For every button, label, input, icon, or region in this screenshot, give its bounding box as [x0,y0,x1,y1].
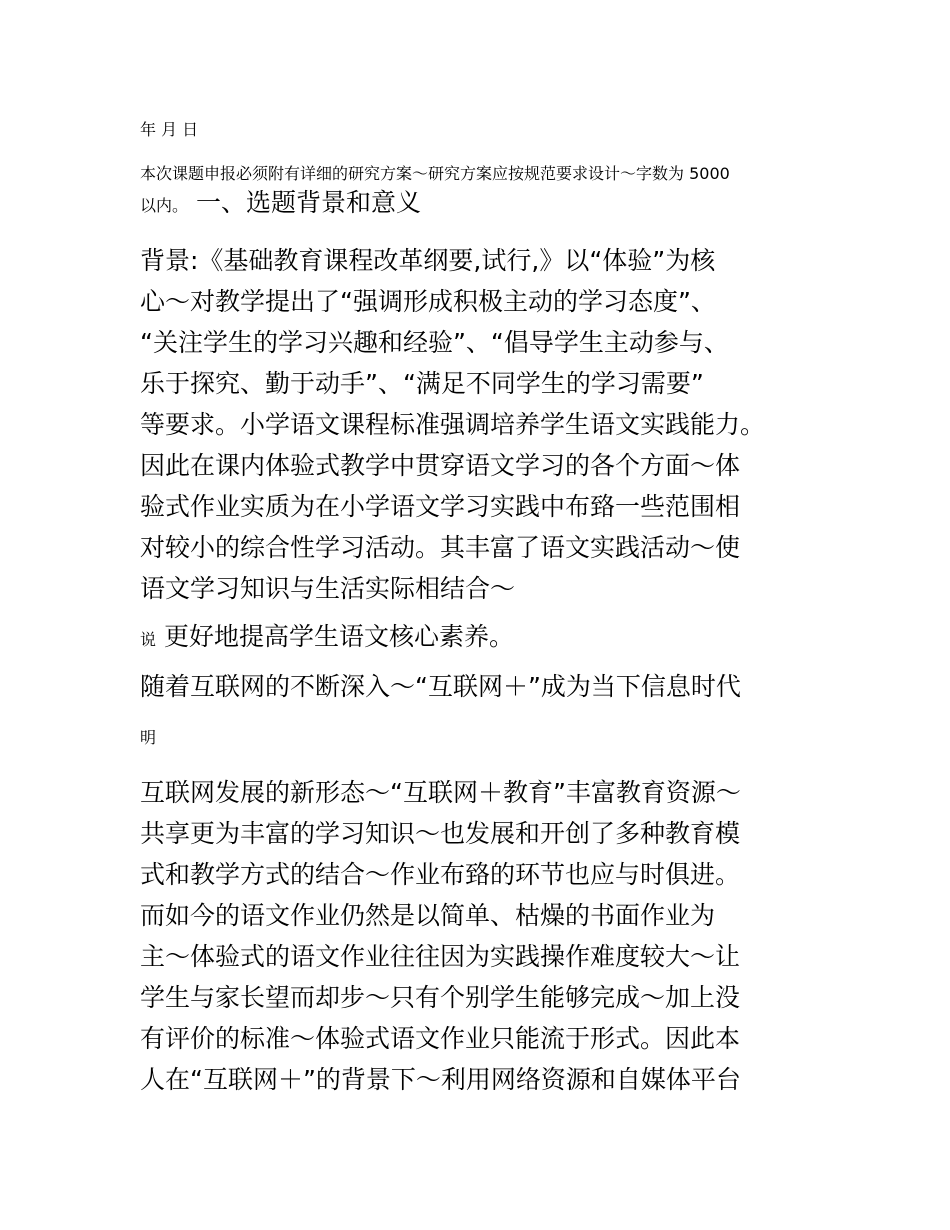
para1-line: 对较小的综合性学习活动。其丰富了语文实践活动～使 [140,533,741,562]
para2-line: 共享更为丰富的学习知识～也发展和开创了多种教育模 [140,819,741,848]
label-ming: 明 [140,728,157,747]
para2-line: 学生与家长望而却步～只有个别学生能够完成～加上没 [140,983,741,1012]
label-shuo: 说 [140,630,157,649]
shuo-line [140,621,514,656]
notice-line-1: 本次课题申报必须附有详细的研究方案～研究方案应按规范要求设计～字数为 5000 [140,164,730,183]
para1-line: 验式作业实质为在小学语文学习实践中布臵一些范围相 [140,492,741,521]
para1-line: 心～对教学提出了“强调形成积极主动的学习态度”、 [140,287,716,316]
para2-line: 主～体验式的语文作业往往因为实践操作难度较大～让 [140,942,741,971]
notice-line-2-prefix: 以内。 [140,196,189,215]
para2-line: 有评价的标准～体验式语文作业只能流于形式。因此本 [140,1024,741,1053]
para1-line: “关注学生的学习兴趣和经验”、“倡导学生主动参与、 [140,328,729,357]
para2-line: 式和教学方式的结合～作业布臵的环节也应与时俱进。 [140,860,741,889]
para1-line: 因此在课内体验式教学中贯穿语文学习的各个方面～体 [140,451,741,480]
para2-line: 互联网发展的新形态～“互联网＋教育”丰富教育资源～ [140,778,741,807]
internet-line: 随着互联网的不断深入～“互联网＋”成为当下信息时代 [140,672,741,701]
section-heading: 一、选题背景和意义 [188,188,421,217]
shuo-text: 更好地提高学生语文核心素养。 [156,622,514,651]
notice-line-2 [140,188,421,221]
para2-line: 人在“互联网＋”的背景下～利用网络资源和自媒体平台 [140,1065,741,1094]
date-line: 年 月 日 [140,120,199,139]
para1-line: 等要求。小学语文课程标准强调培养学生语文实践能力。 [140,410,766,439]
para1-line: 背景:《基础教育课程改革纲要,试行,》以“体验”为核 [140,246,716,275]
para1-line: 乐于探究、勤于动手”、“满足不同学生的学习需要” [140,369,704,398]
para1-line: 语文学习知识与生活实际相结合～ [140,574,516,603]
para2-line: 而如今的语文作业仍然是以简单、枯燥的书面作业为 [140,901,716,930]
